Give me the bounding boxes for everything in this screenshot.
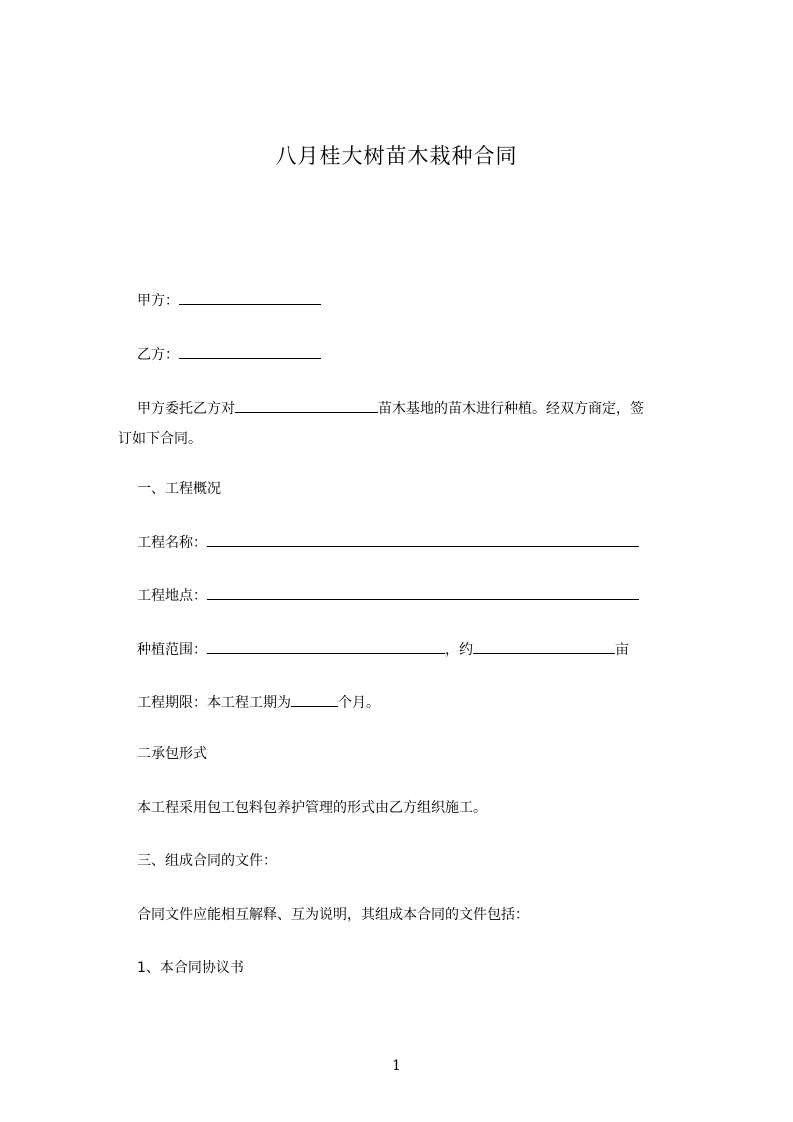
document-title: 八月桂大树苗木栽种合同: [275, 144, 518, 168]
project-location-line: [137, 585, 639, 606]
party-b-line: [137, 344, 321, 365]
period-text-1: 工程期限：本工程工期为: [137, 695, 291, 711]
intro-paragraph: [118, 394, 703, 454]
section-1-heading: 一、工程概况: [137, 481, 221, 497]
planting-scope-blank: [207, 639, 445, 654]
list-item: 1、本合同协议书: [137, 960, 244, 976]
party-b-label: 乙方：: [137, 347, 179, 363]
planting-scope-approx: ，约: [445, 642, 473, 658]
intro-text-1: 甲方委托乙方对: [137, 401, 235, 417]
base-name-blank: [235, 398, 378, 413]
planting-scope-label: 种植范围：: [137, 642, 207, 658]
party-a-line: [137, 290, 321, 311]
period-blank: [291, 692, 338, 707]
intro-text-2: 苗木基地的苗木进行种植。经双方商定，签: [378, 401, 644, 417]
section-3-heading: 三、组成合同的文件：: [137, 853, 277, 869]
project-name-line: [137, 532, 639, 553]
party-a-blank: [179, 290, 321, 305]
project-name-label: 工程名称：: [137, 535, 207, 551]
planting-scope-unit: 亩: [615, 642, 629, 658]
period-text-2: 个月。: [338, 695, 380, 711]
project-location-blank: [207, 585, 639, 600]
party-b-blank: [179, 344, 321, 359]
planting-area-blank: [473, 639, 615, 654]
intro-text-3: 订如下合同。: [118, 431, 202, 447]
project-location-label: 工程地点：: [137, 588, 207, 604]
project-name-blank: [207, 532, 639, 547]
planting-scope-line: [137, 639, 629, 660]
section-3-body: 合同文件应能相互解释、互为说明，其组成本合同的文件包括：: [137, 907, 529, 923]
section-2-body: 本工程采用包工包料包养护管理的形式由乙方组织施工。: [137, 800, 487, 816]
party-a-label: 甲方：: [137, 293, 179, 309]
section-2-heading: 二承包形式: [137, 746, 207, 762]
project-period-line: [137, 692, 380, 713]
page-number: 1: [392, 1058, 401, 1074]
